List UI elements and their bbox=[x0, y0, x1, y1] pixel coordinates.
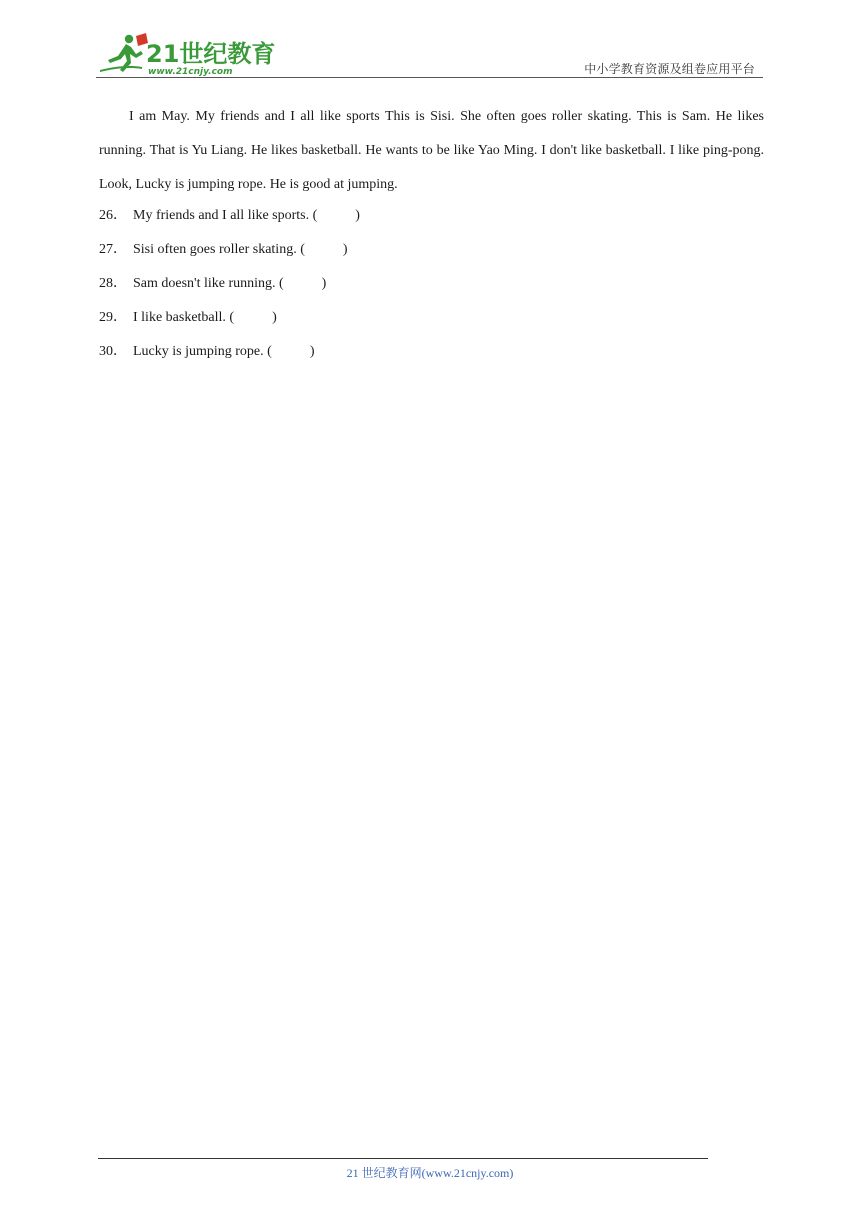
question-number: 26． bbox=[99, 208, 127, 223]
question-close-paren: ) bbox=[342, 242, 348, 257]
footer-divider bbox=[98, 1158, 708, 1159]
question-text: Sisi often goes roller skating. ( bbox=[133, 242, 305, 257]
question-text: My friends and I all like sports. ( bbox=[133, 208, 318, 223]
question-text: I like basketball. ( bbox=[133, 310, 235, 325]
question-close-paren: ) bbox=[309, 344, 315, 359]
question-item bbox=[99, 267, 764, 301]
question-number: 27． bbox=[99, 242, 127, 257]
question-close-paren: ) bbox=[272, 310, 277, 325]
logo-url: www.21cnjy.com bbox=[148, 67, 233, 77]
question-number: 30． bbox=[99, 344, 127, 359]
question-text: Sam doesn't like running. ( bbox=[133, 276, 284, 291]
question-list bbox=[99, 199, 764, 369]
question-close-paren: ) bbox=[321, 276, 327, 291]
reading-passage: I am May. My friends and I all like sports This is Sisi. She often goes roller skating. This is Sam. He likes running. That is Yu Liang. He likes basketball. He wants to be like Yao Ming. I don't like basketball. I like ping-pong. Look, Lucky is jumping rope. He is good at jumping. bbox=[99, 109, 764, 192]
logo bbox=[96, 30, 276, 78]
logo-text: 21世纪教育 bbox=[146, 40, 276, 68]
page-header bbox=[96, 30, 763, 78]
question-item bbox=[99, 199, 764, 233]
header-divider bbox=[96, 77, 763, 78]
logo-runner-icon bbox=[96, 30, 276, 78]
footer-link[interactable]: 21 世纪教育网(www.21cnjy.com) bbox=[346, 1166, 514, 1180]
question-number: 29． bbox=[99, 310, 127, 325]
question-close-paren: ) bbox=[355, 208, 360, 223]
platform-name: 中小学教育资源及组卷应用平台 bbox=[584, 62, 755, 76]
question-text: Lucky is jumping rope. ( bbox=[133, 344, 272, 359]
question-item bbox=[99, 335, 764, 369]
question-item bbox=[99, 301, 764, 335]
question-number: 28． bbox=[99, 276, 127, 291]
question-item bbox=[99, 233, 764, 267]
